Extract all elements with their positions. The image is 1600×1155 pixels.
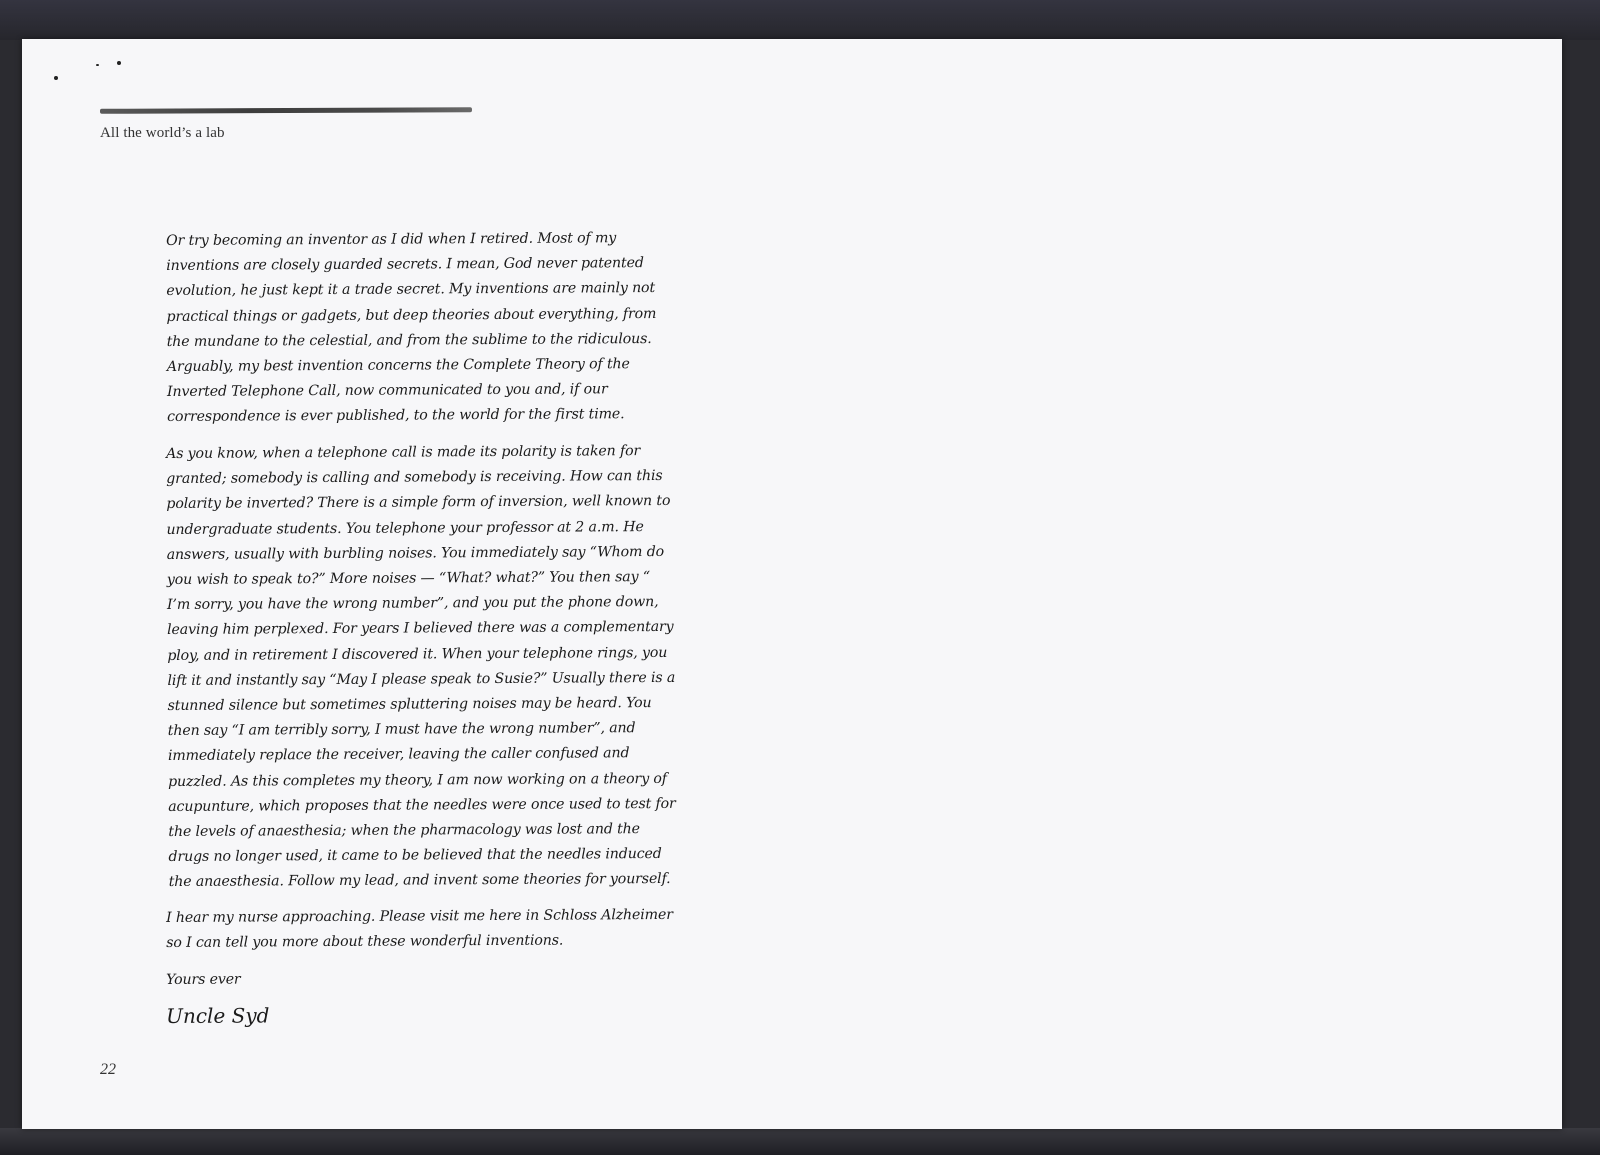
header-rule <box>100 107 472 114</box>
ink-speck <box>117 61 121 65</box>
running-head: All the world’s a lab <box>100 125 225 141</box>
ink-speck <box>96 64 99 66</box>
letter-closing: Yours ever <box>166 971 241 988</box>
letter-paragraph: Or try becoming an inventor as I did when I retired. Most of my inventions are closely guarded secrets. I mean, God never patented evolution, he just kept it a trade secret. My inventions are mainly not practical things or gadgets, but deep theories about everything, from the mundane to the celestial, and from the sublime to the ridiculous. Arguably, my best invention concerns the Complete Theory of the Inverted Telephone Call, now communicated to you and, if our correspondence is ever published, to the world for the first time. <box>166 230 657 426</box>
ink-speck <box>54 76 58 80</box>
document-page <box>22 39 1562 1129</box>
letter-paragraph: As you know, when a telephone call is made its polarity is taken for granted; somebody is calling and somebody is receiving. How can this polarity be inverted? There is a simple form of inversion, well known to undergraduate students. You telephone your professor at 2 a.m. He answers, usually with burbling noises. You immediately say “Whom do you wish to speak to?” More noises — “What? what?” You then say “ I’m sorry, you have the wrong number”, and you put the phone down, leaving him perplexed. For years I believed there was a complementary ploy, and in retirement I discovered it. When your telephone rings, you lift it and instantly say “May I please speak to Susie?” Usually there is a stunned silence but sometimes spluttering noises may be heard. You then say “I am terribly sorry, I must have the wrong number”, and immediately replace the receiver, leaving the caller confused and puzzled. As this completes my theory, I am now working on a theory of acupunture, which proposes that the needles were once used to test for the levels of anaesthesia; when the pharmacology was lost and the drugs no longer used, it came to be believed that the needles induced the anaesthesia. Follow my lead, and invent some theories for yourself. <box>166 442 676 891</box>
letter-paragraph: I hear my nurse approaching. Please visit me here in Schloss Alzheimer so I can tell you more about these wonderful inventions. <box>166 907 673 952</box>
scan-backdrop-top <box>0 0 1600 40</box>
letter-signature: Uncle Syd <box>166 1003 270 1028</box>
scan-backdrop-bottom <box>0 1128 1600 1155</box>
letter-body <box>166 229 676 1040</box>
page-number: 22 <box>100 1061 116 1078</box>
